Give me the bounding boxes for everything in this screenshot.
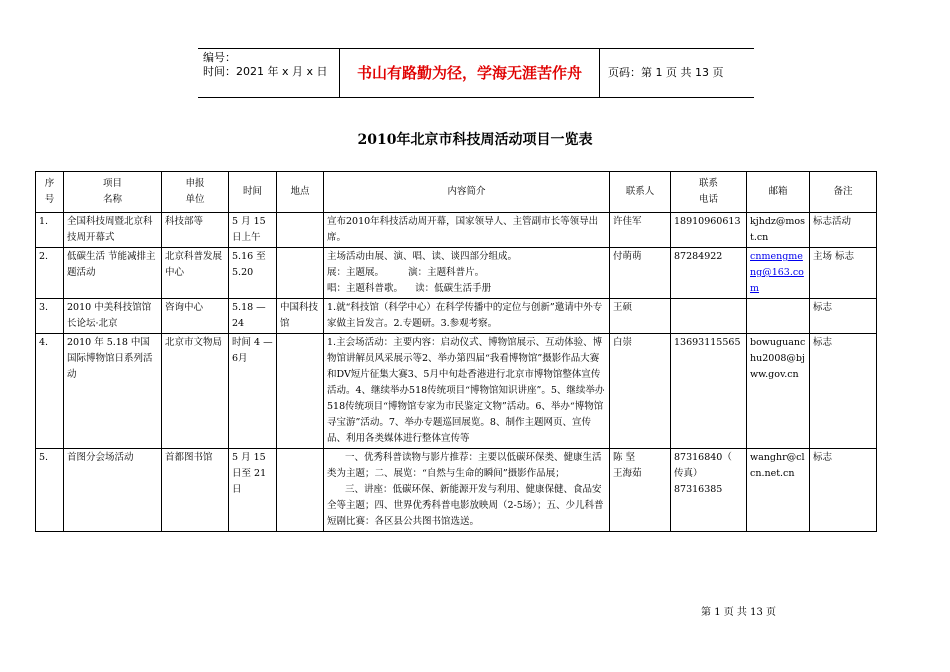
phone-text: 18910960613 [674,216,741,227]
header-meta [198,49,339,97]
table-row [36,449,877,532]
content-paragraph: 主场活动由展、演、唱、读、谈四部分组成。 [327,251,518,262]
cell-unit [162,299,229,334]
note-text: 标志 [813,337,833,348]
cell-contact [610,213,671,248]
cell-content [324,213,610,248]
unit-text: 首都图书馆 [165,452,213,463]
motto: 书山有路勤为径，学海无涯苦作舟 [339,49,600,97]
cell-seq [36,248,64,299]
number-label: 编号： [203,51,236,64]
cell-email[interactable] [747,213,810,248]
document-header [198,48,754,98]
email-text[interactable]: wanghr@clcn.net.cn [750,452,805,479]
header-email: 邮箱 [747,172,810,213]
time-text: 5.18 — 24 [232,302,266,329]
name-text: 2010 中美科技馆馆长论坛·北京 [67,302,152,329]
time-label: 时间：2021 年 x 月 x 日 [203,65,328,78]
header-seq: 序 号 [36,172,64,213]
unit-text: 咨询中心 [165,302,204,313]
phone-text: 13693115565 [674,337,741,348]
seq-text: 2. [39,251,49,262]
cell-time [229,213,277,248]
time-text: 时间 4 —6月 [232,337,273,364]
page-footer: 第 1 页 共 13 页 [701,607,776,618]
table-row [36,299,877,334]
cell-place [277,334,324,449]
content-paragraph: 1.就“科技馆（科学中心）在科学传播中的定位与创新”邀请中外专家做主旨发言。2.专题研。3.参观考察。 [327,302,603,329]
cell-content [324,334,610,449]
cell-contact [610,334,671,449]
cell-place [277,248,324,299]
cell-name [64,449,162,532]
cell-time [229,299,277,334]
unit-text: 北京市文物局 [165,337,223,348]
time-text: 5.16 至 5.20 [232,251,266,278]
cell-contact [610,248,671,299]
cell-unit [162,449,229,532]
note-text: 标志 [813,302,833,313]
seq-text: 4. [39,337,49,348]
cell-email [747,299,810,334]
cell-unit [162,248,229,299]
unit-text: 科技部等 [165,216,204,227]
name-text: 全国科技周暨北京科技周开幕式 [67,216,153,243]
header-unit: 申报 单位 [162,172,229,213]
content-paragraph: 唱：主题科普歌。 读：低碳生活手册 [327,283,492,294]
email-text[interactable]: kjhdz@most.cn [750,216,806,243]
cell-seq [36,213,64,248]
content-paragraph: 一、优秀科普读物与影片推荐：主要以低碳环保类、健康生活类为主题；二、展览：“自然与生命的瞬间”摄影作品展； [327,452,602,479]
contact-text: 陈 坚 王海茹 [613,452,642,479]
cell-note [810,299,877,334]
cell-email[interactable] [747,449,810,532]
seq-text: 1. [39,216,49,227]
note-text: 标志 [813,452,833,463]
cell-note [810,449,877,532]
cell-name [64,334,162,449]
cell-unit [162,213,229,248]
contact-text: 许佳军 [613,216,642,227]
cell-phone [671,213,747,248]
phone-text: 87316840（ 传真） 87316385 [674,452,732,495]
cell-name [64,213,162,248]
cell-phone [671,248,747,299]
seq-text: 5. [39,452,49,463]
time-text: 5 月 15 日上午 [232,216,266,243]
cell-time [229,248,277,299]
header-content: 内容简介 [324,172,610,213]
cell-content [324,449,610,532]
email-text[interactable]: bowuguanchu2008@bjww.gov.cn [750,337,806,380]
table-header-row [36,172,877,213]
phone-text: 87284922 [674,251,723,262]
name-text: 2010 年 5.18 中国国际博物馆日系列活动 [67,337,153,380]
note-text: 标志活动 [813,216,852,227]
table-row [36,334,877,449]
content-paragraph: 三、讲座：低碳环保、新能源开发与利用、健康保健、食品安全等主题；四、世界优秀科普电影放映周（2-5场）；五、少儿科普短剧比赛：各区县公共图书馆选送。 [327,484,604,527]
cell-note [810,213,877,248]
content-paragraph: 展：主题展。 演：主题科普片。 [327,267,485,278]
cell-name [64,248,162,299]
cell-content [324,299,610,334]
seq-text: 3. [39,302,49,313]
cell-contact [610,299,671,334]
header-phone: 联系 电话 [671,172,747,213]
cell-seq [36,334,64,449]
header-contact: 联系人 [610,172,671,213]
content-paragraph: 宣布2010年科技活动周开幕，国家领导人、主管副市长等领导出席。 [327,216,599,243]
note-text: 主场 标志 [813,251,855,262]
cell-time [229,334,277,449]
table-row [36,248,877,299]
email-text[interactable]: cnmengmeng@163.com [750,251,804,294]
cell-unit [162,334,229,449]
cell-name [64,299,162,334]
cell-email[interactable] [747,248,810,299]
cell-phone [671,449,747,532]
header-time: 时间 [229,172,277,213]
page-title: 2010年北京市科技周活动项目一览表 [357,132,593,148]
header-place: 地点 [277,172,324,213]
cell-place [277,449,324,532]
cell-place [277,299,324,334]
time-text: 5 月 15 日至 21 日 [232,452,267,495]
name-text: 低碳生活 节能减排主题活动 [67,251,156,278]
name-text: 首图分会场活动 [67,452,134,463]
header-note: 备注 [810,172,877,213]
cell-email[interactable] [747,334,810,449]
cell-note [810,248,877,299]
place-text: 中国科技馆 [280,302,319,329]
page-label: 页码：第 1 页 共 13 页 [608,66,724,79]
cell-phone [671,334,747,449]
unit-text: 北京科普发展中心 [165,251,223,278]
cell-note [810,334,877,449]
cell-content [324,248,610,299]
cell-phone [671,299,747,334]
cell-place [277,213,324,248]
contact-text: 白崇 [613,337,633,348]
cell-seq [36,299,64,334]
cell-time [229,449,277,532]
content-paragraph: 1.主会场活动：主要内容：启动仪式、博物馆展示、互动体验、博物馆讲解员风采展示等2、举办第四届“我看博物馆”摄影作品大赛和DV短片征集大赛3、5月中旬赴香港进行北京市博物馆整体宣传活动。4、继续举办518传统项目“博物馆知识讲座”。5、继续举办518传统项目“博物馆专家为市民鉴定文物”活动。6、举办“博物馆寻宝游”活动。7、举办专题巡回展览。8、制作主题网页、宣传品、利用各类媒体进行整体宣传等 [327,337,605,444]
cell-seq [36,449,64,532]
contact-text: 王硕 [613,302,633,313]
table-row [36,213,877,248]
cell-contact [610,449,671,532]
contact-text: 付萌萌 [613,251,642,262]
activity-table [35,171,877,532]
header-name: 项目 名称 [64,172,162,213]
